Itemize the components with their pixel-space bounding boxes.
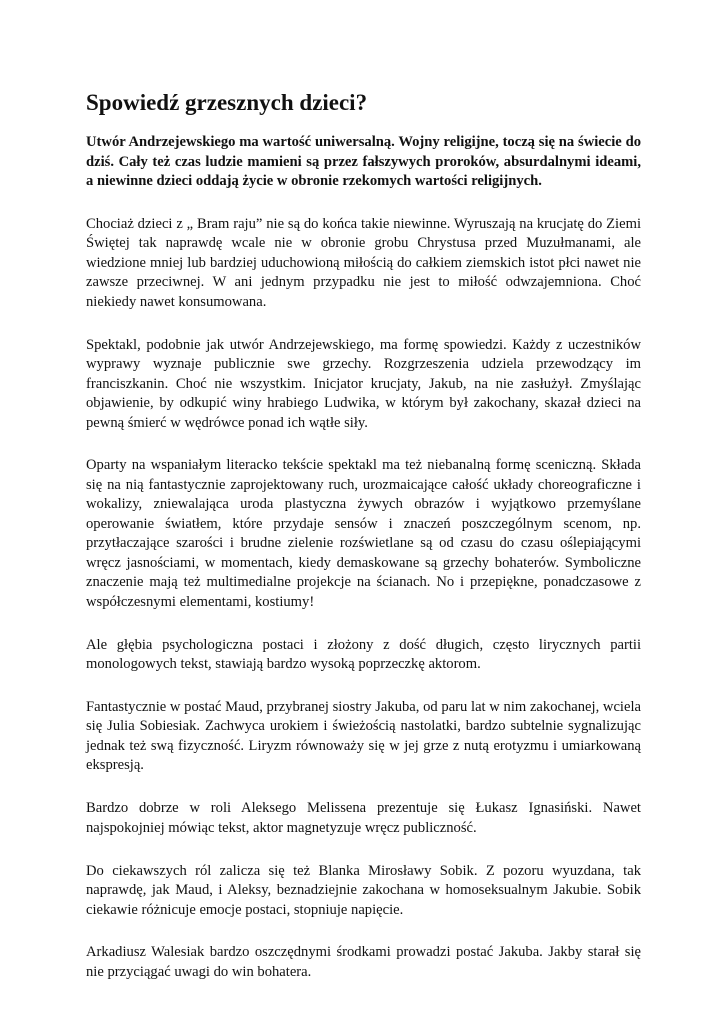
paragraph-3: Oparty na wspaniałym literacko tekście spektakl ma też niebanalną formę sceniczną. Składa się na nią fantastycznie zaprojektowany ruch, urozmaicające całość układy choreograficzne i wokalizy, zniewalająca uroda plastyczna żywych obrazów i wyjątkowo przemyślane operowanie światłem, które przydaje sensów i znaczeń poszczególnym scenom, np. przytłaczające szarości i brudne zielenie rozświetlane są od czasu do czasu oślepiającymi wręcz jasnościami, w momentach, kiedy demaskowane są grzechy bohaterów. Symboliczne znaczenie mają też multimedialne projekcje na ścianach. No i przepiękne, ponadczasowe z współczesnymi elementami, kostiumy! bbox=[86, 457, 641, 610]
lead-paragraph: Utwór Andrzejewskiego ma wartość uniwersalną. Wojny religijne, toczą się na świecie do dziś. Cały też czas ludzie mamieni są przez fałszywych proroków, absurdalnymi ideami, a niewinne dzieci oddają życie w obronie rzekomych wartości religijnych. bbox=[86, 134, 641, 189]
paragraph-1: Chociaż dzieci z „ Bram raju” nie są do końca takie niewinne. Wyruszają na krucjatę do Ziemi Świętej tak naprawdę wcale nie w obronie grobu Chrystusa przed Muzułmanami, ale wiedzione mniej lub bardziej uduchowioną miłością do całkiem ziemskich istot płci nawet nie zawsze przeciwnej. W ani jednym przypadku nie jest to miłość odwzajemniona. Choć niekiedy nawet konsumowana. bbox=[86, 215, 641, 310]
paragraph-4: Ale głębia psychologiczna postaci i złożony z dość długich, często lirycznych partii monologowych tekst, stawiają bardzo wysoką poprzeczkę aktorom. bbox=[86, 636, 641, 673]
paragraph-6: Bardzo dobrze w roli Aleksego Melissena prezentuje się Łukasz Ignasiński. Nawet najspokojniej mówiąc tekst, aktor magnetyzuje wręcz publiczność. bbox=[86, 800, 641, 836]
paragraph-5: Fantastycznie w postać Maud, przybranej siostry Jakuba, od paru lat w nim zakochanej, wciela się Julia Sobiesiak. Zachwyca urokiem i świeżością nastolatki, bardzo subtelnie sygnalizując jednak też swą fizyczność. Liryzm równoważy się w jej grze z nutą erotyzmu i umiarkowaną ekspresją. bbox=[86, 698, 641, 774]
paragraph-7: Do ciekawszych ról zalicza się też Blanka Mirosławy Sobik. Z pozoru wyuzdana, tak naprawdę, jak Maud, i Aleksy, beznadziejnie zakochana w homoseksualnym Jakubie. Sobik ciekawie różnicuje emocje postaci, stopniuje napięcie. bbox=[86, 862, 641, 918]
paragraph-2: Spektakl, podobnie jak utwór Andrzejewskiego, ma formę spowiedzi. Każdy z uczestników wyprawy wyznaje publicznie swe grzechy. Rozgrzeszenia udziela przewodzący im franciszkanin. Choć nie wszystkim. Inicjator krucjaty, Jakub, na nie zasłużył. Zmyślając objawienie, by odkupić winy hrabiego Ludwika, w którym był zakochany, skazał dzieci na pewną śmierć w wędrówce ponad ich wątłe siły. bbox=[86, 336, 641, 431]
paragraph-8: Arkadiusz Walesiak bardzo oszczędnymi środkami prowadzi postać Jakuba. Jakby starał się nie przyciągać uwagi do win bohatera. bbox=[86, 944, 641, 980]
document-body bbox=[86, 133, 641, 1006]
document-title: Spowiedź grzesznych dzieci? bbox=[86, 90, 368, 115]
